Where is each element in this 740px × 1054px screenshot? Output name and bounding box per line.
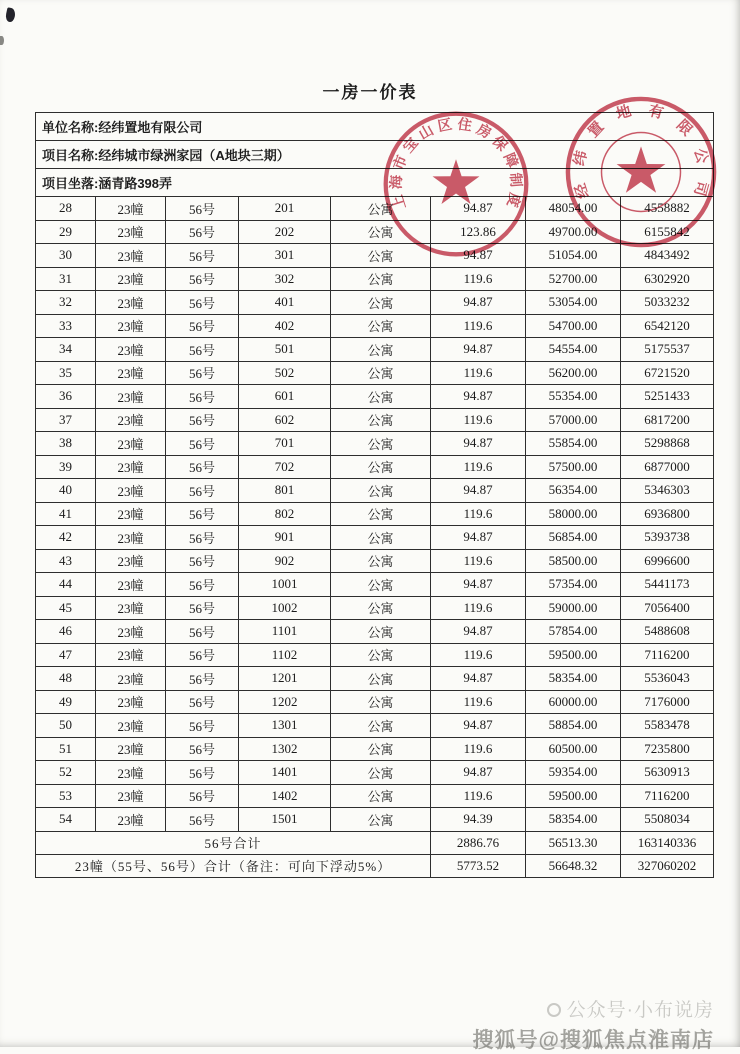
table-cell: 52700.00 [526,267,621,291]
table-cell: 1002 [239,596,331,620]
watermark-account-line [473,995,714,1022]
table-cell: 公寓 [331,244,431,268]
table-cell: 23幢 [96,808,166,832]
table-cell: 801 [239,479,331,503]
table-cell: 公寓 [331,455,431,479]
table-cell: 1201 [239,667,331,691]
table-cell: 公寓 [331,220,431,244]
table-cell: 7056400 [621,596,714,620]
table-cell: 公寓 [331,479,431,503]
table-cell: 5630913 [621,761,714,785]
seal-star-icon [433,159,480,204]
table-cell: 公寓 [331,737,431,761]
table-cell: 119.6 [431,690,526,714]
table-cell: 94.87 [431,244,526,268]
table-cell: 公寓 [331,690,431,714]
subtotal-unit-price: 56513.30 [526,831,621,854]
table-cell: 59500.00 [526,643,621,667]
grand-total-total-price: 327060202 [621,854,714,877]
table-cell: 43 [36,549,96,573]
watermark [473,995,714,1054]
table-cell: 56号 [166,244,239,268]
table-cell: 5488608 [621,620,714,644]
table-cell: 5536043 [621,667,714,691]
project-name: 项目名称:经纬城市绿洲家园（A地块三期） [36,141,714,169]
table-row [36,549,714,573]
table-row [36,408,714,432]
watermark-sohu-text: 搜狐号@搜狐焦点淮南店 [472,1029,714,1052]
table-cell: 23幢 [96,596,166,620]
table-cell: 57000.00 [526,408,621,432]
table-cell: 802 [239,502,331,526]
table-cell: 6996600 [621,549,714,573]
table-cell: 6936800 [621,502,714,526]
table-row [36,784,714,808]
table-cell: 58500.00 [526,549,621,573]
table-cell: 402 [239,314,331,338]
official-seal-right-icon [562,93,720,251]
table-cell: 901 [239,526,331,550]
table-cell: 1001 [239,573,331,597]
table-cell: 94.87 [431,573,526,597]
table-row [36,291,714,315]
table-cell: 119.6 [431,549,526,573]
table-row [36,338,714,362]
table-cell: 56号 [166,479,239,503]
table-cell: 23幢 [96,385,166,409]
table-cell: 56号 [166,220,239,244]
table-cell: 701 [239,432,331,456]
table-row [36,714,714,738]
subtotal-row [36,831,714,854]
table-cell: 23幢 [96,338,166,362]
table-cell: 23幢 [96,432,166,456]
table-cell: 40 [36,479,96,503]
table-cell: 23幢 [96,737,166,761]
scan-artifact [5,7,17,23]
table-cell: 56号 [166,620,239,644]
grand-total-area: 5773.52 [431,854,526,877]
page-title: 一房一价表 [322,83,418,102]
table-cell: 6155842 [621,220,714,244]
table-cell: 37 [36,408,96,432]
table-cell: 5441173 [621,573,714,597]
table-cell: 302 [239,267,331,291]
table-cell: 94.87 [431,761,526,785]
table-cell: 56号 [166,314,239,338]
table-cell: 601 [239,385,331,409]
table-cell: 57500.00 [526,455,621,479]
table-cell: 94.87 [431,667,526,691]
table-cell: 23幢 [96,573,166,597]
table-cell: 94.87 [431,714,526,738]
table-cell: 602 [239,408,331,432]
table-cell: 4843492 [621,244,714,268]
table-cell: 56号 [166,502,239,526]
table-cell: 23幢 [96,761,166,785]
scan-artifact-edge [0,36,4,45]
grand-total-label: 23幢（55号、56号）合计（备注：可向下浮动5%） [36,854,431,877]
table-body [36,197,714,832]
table-cell: 33 [36,314,96,338]
table-cell: 1401 [239,761,331,785]
table-cell: 公寓 [331,643,431,667]
table-cell: 23幢 [96,620,166,644]
table-cell: 58854.00 [526,714,621,738]
table-cell: 公寓 [331,385,431,409]
table-cell: 44 [36,573,96,597]
table-cell: 94.87 [431,526,526,550]
table-row [36,267,714,291]
table-cell: 56号 [166,667,239,691]
table-cell: 23幢 [96,526,166,550]
table-cell: 56号 [166,385,239,409]
table-cell: 1102 [239,643,331,667]
table-cell: 23幢 [96,267,166,291]
table-cell: 42 [36,526,96,550]
official-seal-left-icon [380,108,532,260]
table-cell: 23幢 [96,714,166,738]
table-row [36,620,714,644]
table-cell: 41 [36,502,96,526]
table-cell: 1402 [239,784,331,808]
table-cell: 56号 [166,596,239,620]
table-cell: 5251433 [621,385,714,409]
seal-star-icon [617,146,666,192]
table-cell: 23幢 [96,502,166,526]
table-cell: 54554.00 [526,338,621,362]
table-row [36,761,714,785]
table-cell: 31 [36,267,96,291]
table-cell: 53 [36,784,96,808]
table-cell: 公寓 [331,408,431,432]
table-cell: 56200.00 [526,361,621,385]
table-cell: 公寓 [331,596,431,620]
table-cell: 94.87 [431,432,526,456]
table-cell: 1202 [239,690,331,714]
table-cell: 48054.00 [526,197,621,221]
table-cell: 301 [239,244,331,268]
table-cell: 94.87 [431,385,526,409]
table-cell: 23幢 [96,314,166,338]
grand-total-row [36,854,714,877]
table-cell: 47 [36,643,96,667]
table-cell: 公寓 [331,573,431,597]
table-cell: 公寓 [331,267,431,291]
table-row [36,432,714,456]
table-row [36,643,714,667]
table-cell: 56号 [166,737,239,761]
table-cell: 36 [36,385,96,409]
table-cell: 119.6 [431,784,526,808]
table-cell: 23幢 [96,220,166,244]
table-cell: 56号 [166,197,239,221]
wechat-icon [547,1003,561,1017]
table-cell: 94.87 [431,479,526,503]
table-cell: 56号 [166,455,239,479]
unit-name: 单位名称:经纬置地有限公司 [36,113,714,141]
table-cell: 23幢 [96,291,166,315]
table-cell: 公寓 [331,197,431,221]
table-cell: 23幢 [96,479,166,503]
table-cell: 5508034 [621,808,714,832]
table-cell: 94.87 [431,620,526,644]
table-cell: 7176000 [621,690,714,714]
table-cell: 公寓 [331,549,431,573]
table-row [36,314,714,338]
table-cell: 56854.00 [526,526,621,550]
table-cell: 23幢 [96,690,166,714]
table-cell: 501 [239,338,331,362]
table-cell: 1302 [239,737,331,761]
table-cell: 59354.00 [526,761,621,785]
table-cell: 119.6 [431,502,526,526]
table-row [36,573,714,597]
table-cell: 56号 [166,338,239,362]
table-cell: 57854.00 [526,620,621,644]
table-cell: 56号 [166,573,239,597]
subtotal-area: 2886.76 [431,831,526,854]
table-cell: 1501 [239,808,331,832]
table-cell: 56号 [166,432,239,456]
table-cell: 56号 [166,267,239,291]
table-cell: 58000.00 [526,502,621,526]
grand-total-unit-price: 56648.32 [526,854,621,877]
table-cell: 401 [239,291,331,315]
table-cell: 公寓 [331,714,431,738]
table-cell: 公寓 [331,808,431,832]
table-cell: 5583478 [621,714,714,738]
table-cell: 23幢 [96,455,166,479]
seal-left-text: 上海市宝山区住房保障制度 [388,116,524,212]
table-cell: 5033232 [621,291,714,315]
table-cell: 56号 [166,408,239,432]
table-cell: 56号 [166,690,239,714]
table-cell: 56号 [166,291,239,315]
table-cell: 23幢 [96,549,166,573]
table-cell: 54 [36,808,96,832]
table-cell: 502 [239,361,331,385]
table-cell: 公寓 [331,338,431,362]
table-cell: 28 [36,197,96,221]
table-cell: 50 [36,714,96,738]
table-cell: 32 [36,291,96,315]
table-row [36,502,714,526]
table-cell: 52 [36,761,96,785]
table-cell: 4558882 [621,197,714,221]
table-cell: 23幢 [96,643,166,667]
subtotal-total-price: 163140336 [621,831,714,854]
table-cell: 35 [36,361,96,385]
table-row [36,808,714,832]
table-row [36,596,714,620]
table-cell: 94.87 [431,338,526,362]
table-cell: 56号 [166,714,239,738]
table-cell: 公寓 [331,314,431,338]
table-cell: 5298868 [621,432,714,456]
table-row [36,690,714,714]
table-row [36,361,714,385]
table-cell: 56号 [166,761,239,785]
table-cell: 55854.00 [526,432,621,456]
table-cell: 53054.00 [526,291,621,315]
table-cell: 94.87 [431,291,526,315]
table-cell: 7116200 [621,643,714,667]
table-cell: 39 [36,455,96,479]
table-cell: 6877000 [621,455,714,479]
table-cell: 46 [36,620,96,644]
table-cell: 23幢 [96,784,166,808]
table-cell: 公寓 [331,361,431,385]
table-cell: 6721520 [621,361,714,385]
subtotal-label: 56号合计 [36,831,431,854]
table-cell: 56号 [166,526,239,550]
table-cell: 公寓 [331,526,431,550]
table-cell: 119.6 [431,361,526,385]
table-cell: 公寓 [331,502,431,526]
table-cell: 34 [36,338,96,362]
table-cell: 51054.00 [526,244,621,268]
table-cell: 1301 [239,714,331,738]
table-cell: 57354.00 [526,573,621,597]
table-cell: 5346303 [621,479,714,503]
table-cell: 56号 [166,808,239,832]
table-cell: 公寓 [331,432,431,456]
table-cell: 56号 [166,784,239,808]
table-cell: 1101 [239,620,331,644]
table-cell: 58354.00 [526,667,621,691]
table-cell: 29 [36,220,96,244]
table-cell: 94.39 [431,808,526,832]
table-cell: 6542120 [621,314,714,338]
table-cell: 48 [36,667,96,691]
table-cell: 38 [36,432,96,456]
table-cell: 49700.00 [526,220,621,244]
table-cell: 58354.00 [526,808,621,832]
table-cell: 7235800 [621,737,714,761]
table-cell: 51 [36,737,96,761]
table-cell: 公寓 [331,761,431,785]
table-cell: 6817200 [621,408,714,432]
table-row [36,479,714,503]
table-cell: 30 [36,244,96,268]
table-cell: 公寓 [331,784,431,808]
table-row [36,385,714,409]
table-cell: 54700.00 [526,314,621,338]
table-cell: 6302920 [621,267,714,291]
table-cell: 55354.00 [526,385,621,409]
table-cell: 56354.00 [526,479,621,503]
table-cell: 23幢 [96,667,166,691]
table-cell: 公寓 [331,667,431,691]
table-cell: 60500.00 [526,737,621,761]
table-cell: 公寓 [331,291,431,315]
table-cell: 902 [239,549,331,573]
project-location: 项目坐落:涵青路398弄 [36,169,714,197]
watermark-account-text: 公众号·小布说房 [566,1000,714,1021]
table-cell: 119.6 [431,408,526,432]
table-cell: 5175537 [621,338,714,362]
table-cell: 119.6 [431,267,526,291]
table-cell: 201 [239,197,331,221]
table-cell: 7116200 [621,784,714,808]
table-row [36,667,714,691]
table-row [36,526,714,550]
table-cell: 5393738 [621,526,714,550]
table-cell: 56号 [166,643,239,667]
table-cell: 702 [239,455,331,479]
table-cell: 119.6 [431,643,526,667]
table-cell: 23幢 [96,408,166,432]
table-cell: 119.6 [431,314,526,338]
table-cell: 56号 [166,549,239,573]
table-cell: 119.6 [431,596,526,620]
table-cell: 45 [36,596,96,620]
table-cell: 119.6 [431,455,526,479]
table-cell: 23幢 [96,361,166,385]
table-cell: 60000.00 [526,690,621,714]
table-cell: 59500.00 [526,784,621,808]
table-cell: 59000.00 [526,596,621,620]
table-row [36,737,714,761]
table-cell: 56号 [166,361,239,385]
table-row [36,455,714,479]
table-cell: 123.86 [431,220,526,244]
table-cell: 49 [36,690,96,714]
seal-right-text: 经纬置地有限公司 [571,103,710,201]
table-cell: 23幢 [96,244,166,268]
table-cell: 119.6 [431,737,526,761]
table-cell: 202 [239,220,331,244]
table-cell: 公寓 [331,620,431,644]
table-cell: 94.87 [431,197,526,221]
table-cell: 23幢 [96,197,166,221]
